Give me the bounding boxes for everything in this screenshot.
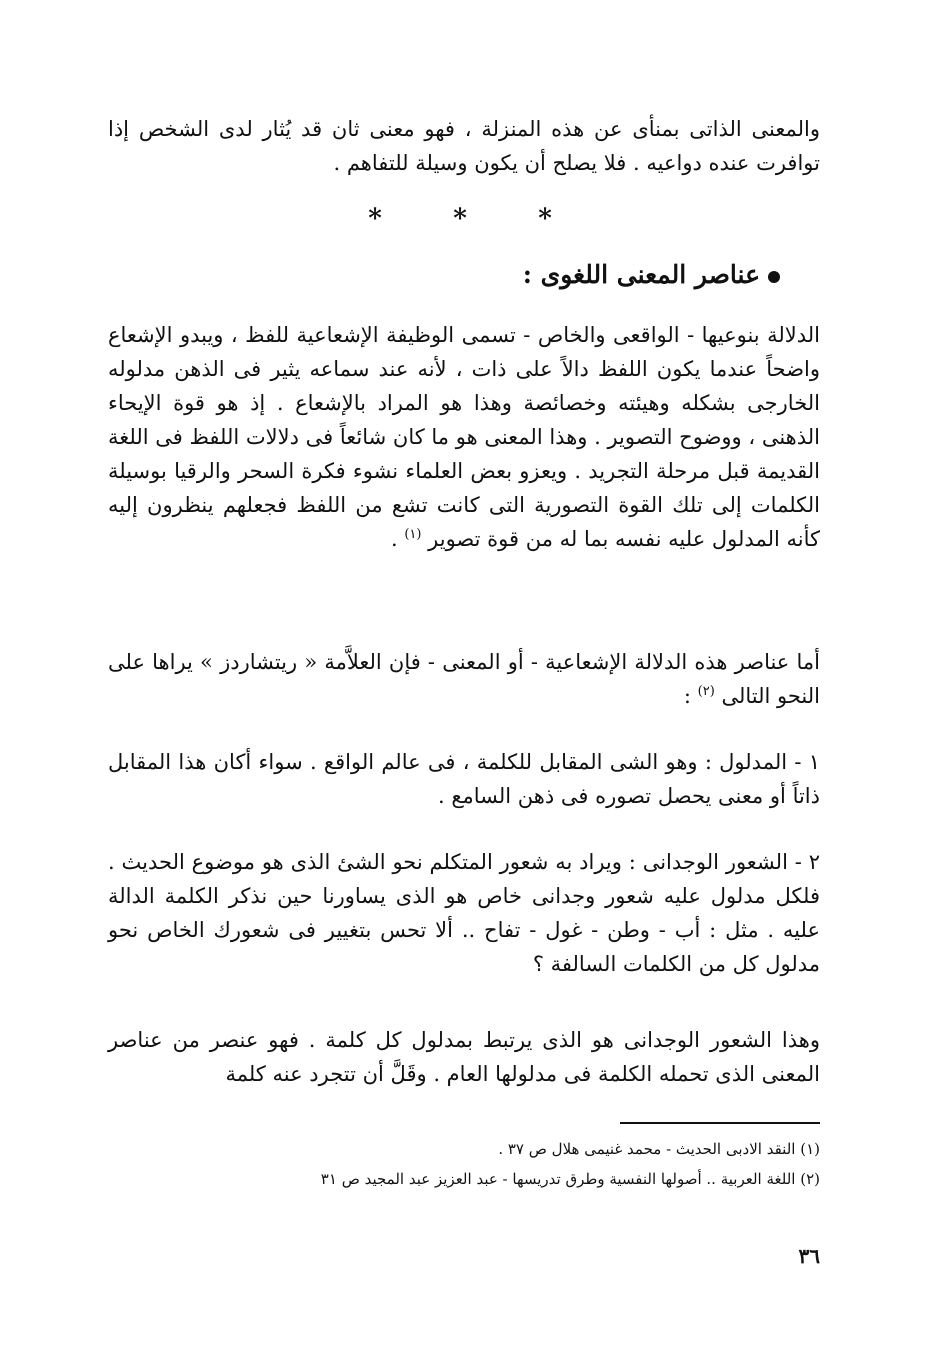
footnote-ref-2[interactable]: (٢) (697, 684, 715, 699)
bullet-icon (768, 271, 780, 283)
footnote-item: (١) النقد الادبى الحديث - محمد غنيمى هلال ص ٣٧ . (498, 1140, 820, 1158)
section-heading (300, 260, 780, 289)
paragraph-text: أما عناصر هذه الدلالة الإشعاعية - أو المعنى - فإن العلاَّمة « ريتشاردز » يراها على النحو التالى (108, 650, 820, 708)
paragraph-radiance (108, 318, 820, 556)
footnotes-list (160, 1134, 820, 1194)
footnote-item: (٢) اللغة العربية .. أصولها النفسية وطرق تدريسها - عبد العزيز عبد المجيد ص ٣١ (320, 1170, 820, 1188)
paragraph-text: الدلالة بنوعيها - الواقعى والخاص - تسمى الوظيفة الإشعاعية للفظ ، ويبدو الإشعاع واضحاً عندما يكون اللفظ دالاً على ذات ، لأنه عند سماعه يثير فى الذهن مدلوله الخارجى بشكله وهيئته وخصائصة وهذا هو المراد بالإشعاع . إذ هو قوة الإيحاء الذهنى ، ووضوح التصوير . وهذا المعنى هو ما كان شائعاً فى دلالات اللفظ فى اللغة القديمة قبل مرحلة التجريد . ويعزو بعض العلماء نشوء فكرة السحر والرقيا بوسيلة الكلمات إلى تلك القوة التصورية التى كانت تشع من اللفظ فجعلهم ينظرون إليه كأنه المدلول عليه نفسه بما له من قوة تصوير (108, 323, 820, 551)
page-number: ٣٦ (798, 1244, 820, 1268)
separator-star: * (538, 204, 552, 234)
paragraph-item-1: ١ - المدلول : وهو الشى المقابل للكلمة ، فى عالم الواقع . سواء أكان هذا المقابل ذاتاً أو معنى يحصل تصوره فى ذهن السامع . (108, 750, 820, 808)
separator-star: * (453, 204, 467, 234)
separator-star: * (368, 204, 382, 234)
paragraph-punct: : (683, 684, 698, 708)
section-separator (360, 204, 560, 234)
footnote-divider (620, 1122, 820, 1124)
paragraph-intro: والمعنى الذاتى بمنأى عن هذه المنزلة ، فهو معنى ثان قد يُثار لدى الشخص إذا توافرت عنده دواعيه . فلا يصلح أن يكون وسيلة للتفاهم . (108, 117, 820, 175)
paragraph-emotion: وهذا الشعور الوجدانى هو الذى يرتبط بمدلول كل كلمة . فهو عنصر من عناصر المعنى الذى تحمله الكلمة فى مدلولها العام . وقَلَّ أن تتجرد عنه كلمة (108, 1028, 820, 1086)
footnote-ref-1[interactable]: (١) (404, 527, 422, 542)
section-heading-text: عناصر المعنى اللغوى : (522, 260, 760, 289)
paragraph-richards (108, 645, 820, 713)
paragraph-punct: . (390, 527, 405, 551)
paragraph-item-2: ٢ - الشعور الوجدانى : ويراد به شعور المتكلم نحو الشئ الذى هو موضوع الحديث . فلكل مدلول عليه شعور وجدانى خاص هو الذى يساورنا حين نذكر الكلمة الدالة عليه . مثل : أب - وطن - غول - تفاح .. ألا تحس بتغيير فى شعورك الخاص نحو مدلول كل من الكلمات السالفة ؟ (108, 850, 820, 976)
